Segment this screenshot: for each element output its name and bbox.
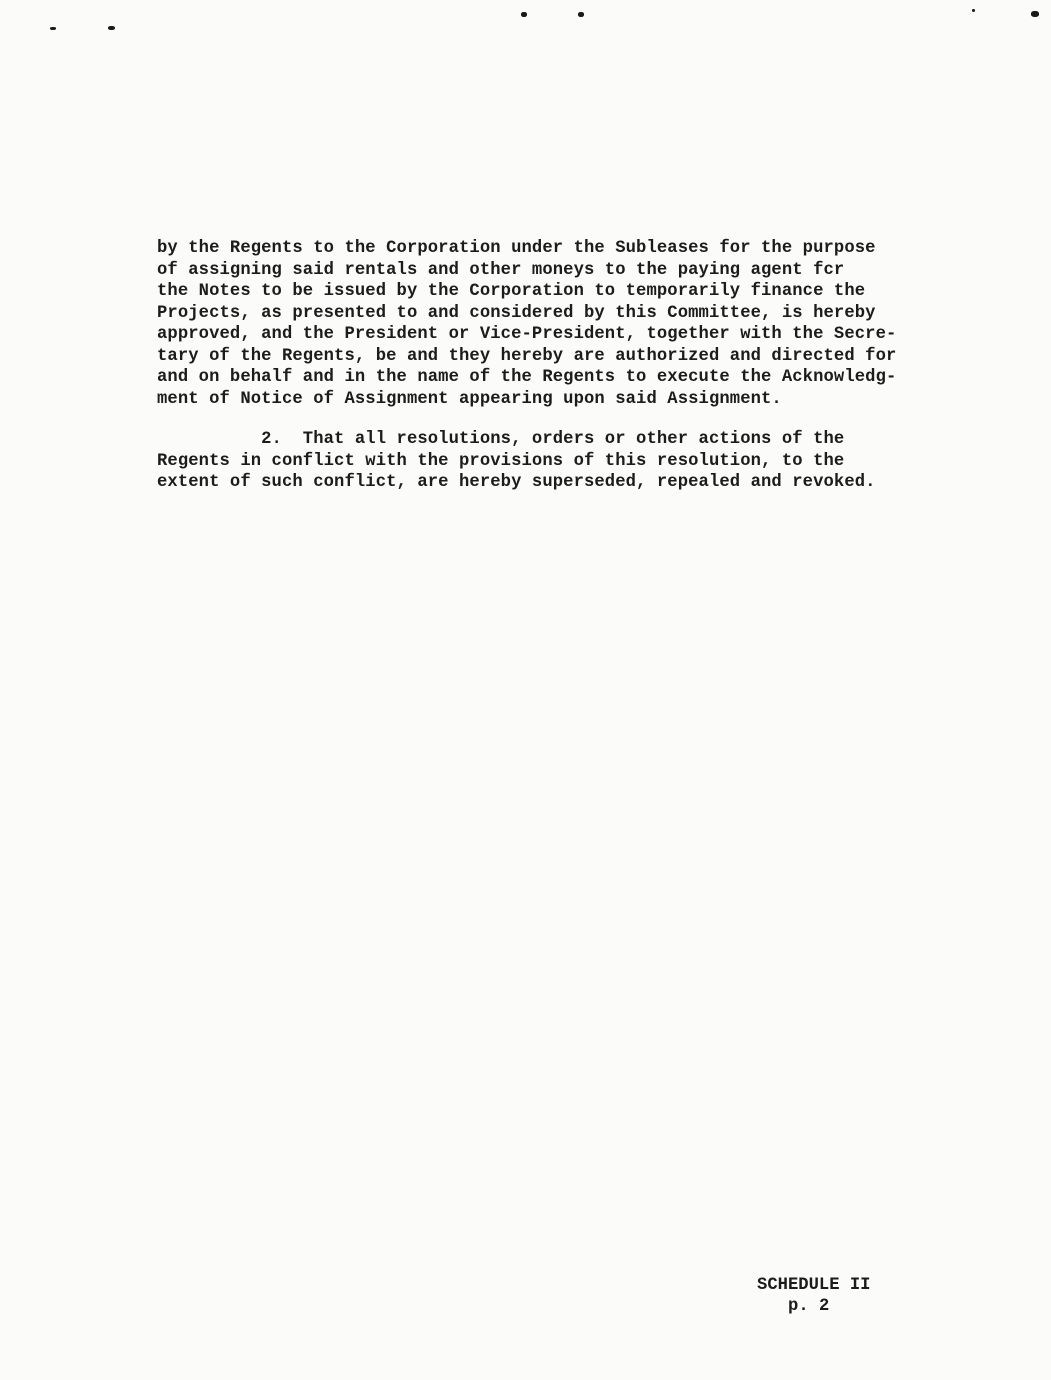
text-line: the Notes to be issued by the Corporation to temporarily finance the bbox=[157, 282, 866, 301]
text-line: 2. That all resolutions, orders or other actions of the bbox=[157, 430, 845, 449]
scan-speck bbox=[972, 9, 975, 12]
schedule-label: SCHEDULE II bbox=[757, 1276, 871, 1295]
text-line: of assigning said rentals and other moneys to the paying agent fcr bbox=[157, 260, 845, 280]
text-line: by the Regents to the Corporation under the Subleases for the purpose bbox=[157, 239, 876, 258]
text-line: Projects, as presented to and considered by this Committee, is hereby bbox=[157, 303, 876, 323]
scan-speck bbox=[578, 12, 584, 17]
page-number: p. 2 bbox=[788, 1297, 830, 1316]
resolution-paragraph-1 bbox=[157, 238, 917, 410]
text-line: approved, and the President or Vice-President, together with the Secre- bbox=[157, 325, 897, 344]
scan-speck bbox=[50, 27, 56, 30]
text-line: Regents in conflict with the provisions of this resolution, to the bbox=[157, 451, 845, 471]
text-line: extent of such conflict, are hereby superseded, repealed and revoked. bbox=[157, 473, 876, 492]
scan-speck bbox=[521, 12, 527, 17]
resolution-paragraph-2 bbox=[157, 429, 917, 494]
text-line: ment of Notice of Assignment appearing upon said Assignment. bbox=[157, 389, 782, 409]
text-line: tary of the Regents, be and they hereby are authorized and directed for bbox=[157, 346, 897, 366]
schedule-footer bbox=[757, 1275, 897, 1317]
scan-speck bbox=[1031, 11, 1039, 17]
text-line: and on behalf and in the name of the Regents to execute the Acknowledg- bbox=[157, 368, 897, 387]
scan-speck bbox=[108, 26, 115, 30]
